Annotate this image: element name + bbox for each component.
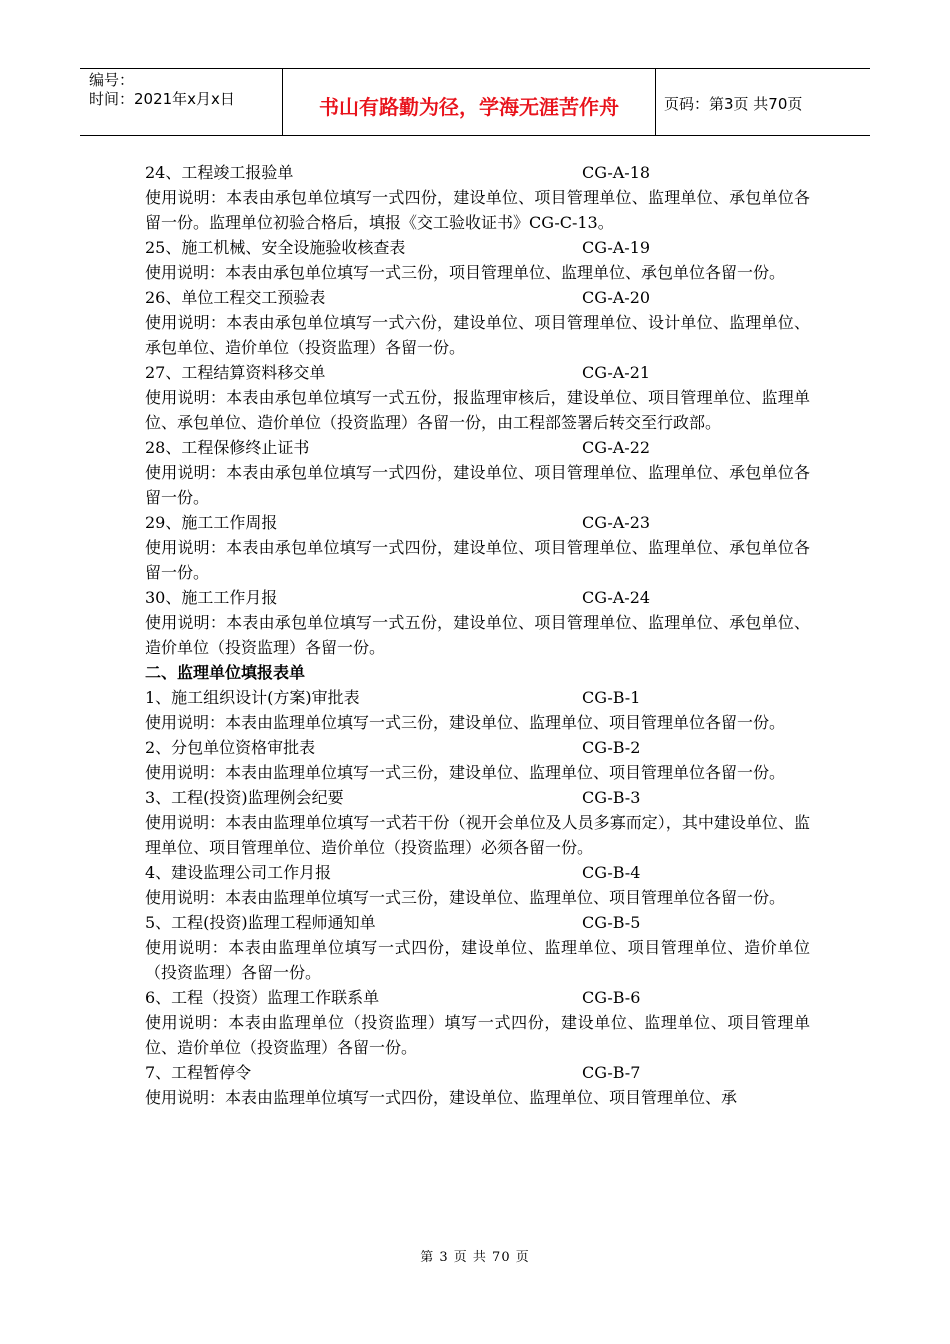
form-code: CG-B-7 <box>582 1063 641 1082</box>
form-usage-note: 使用说明：本表由监理单位填写一式若干份（视开会单位及人员多寡而定），其中建设单位、监理单位、项目管理单位、造价单位（投资监理）必须各留一份。 <box>145 813 810 857</box>
form-title: 24、工程竣工报验单 <box>145 163 294 182</box>
form-code: CG-A-18 <box>582 163 651 182</box>
form-title: 26、单位工程交工预验表 <box>145 288 326 307</box>
form-title: 6、工程（投资）监理工作联系单 <box>145 988 380 1007</box>
document-body <box>145 160 810 1110</box>
form-title: 30、施工工作月报 <box>145 588 278 607</box>
form-entry <box>145 910 810 985</box>
form-title: 5、工程(投资)监理工程师通知单 <box>145 913 376 932</box>
form-title: 2、分包单位资格审批表 <box>145 738 316 757</box>
form-code: CG-A-22 <box>582 438 651 457</box>
form-entry-title-row <box>145 910 810 935</box>
form-entry-title-row <box>145 285 810 310</box>
form-usage-note: 使用说明：本表由承包单位填写一式五份，建设单位、项目管理单位、监理单位、承包单位、造价单位（投资监理）各留一份。 <box>145 613 810 657</box>
document-date: 时间：2021年x月x日 <box>89 90 235 108</box>
form-title: 28、工程保修终止证书 <box>145 438 310 457</box>
form-entry <box>145 1060 810 1110</box>
form-code: CG-B-2 <box>582 738 641 757</box>
form-title: 4、建设监理公司工作月报 <box>145 863 332 882</box>
form-title: 1、施工组织设计(方案)审批表 <box>145 688 360 707</box>
form-entry <box>145 985 810 1060</box>
form-title: 7、工程暂停令 <box>145 1063 252 1082</box>
form-entry <box>145 235 810 285</box>
form-usage-note: 使用说明：本表由监理单位填写一式四份，建设单位、监理单位、项目管理单位、承 <box>145 1088 738 1107</box>
form-entry-title-row <box>145 435 810 460</box>
form-entry-title-row <box>145 860 810 885</box>
form-code: CG-A-20 <box>582 288 651 307</box>
form-usage-note: 使用说明：本表由监理单位填写一式三份，建设单位、监理单位、项目管理单位各留一份。 <box>145 763 786 782</box>
document-number-label: 编号： <box>89 71 135 89</box>
form-code: CG-B-1 <box>582 688 641 707</box>
form-entry <box>145 510 810 585</box>
header-page-info: 页码：第3页 共70页 <box>664 94 803 113</box>
form-title: 27、工程结算资料移交单 <box>145 363 326 382</box>
form-entry <box>145 160 810 235</box>
form-entry-title-row <box>145 685 810 710</box>
form-code: CG-A-19 <box>582 238 651 257</box>
form-usage-note: 使用说明：本表由承包单位填写一式四份，建设单位、项目管理单位、监理单位、承包单位各留一份。 <box>145 463 810 507</box>
form-entry <box>145 585 810 660</box>
form-title: 25、施工机械、安全设施验收核查表 <box>145 238 406 257</box>
form-usage-note: 使用说明：本表由监理单位（投资监理）填写一式四份，建设单位、监理单位、项目管理单位、造价单位（投资监理）各留一份。 <box>145 1013 810 1057</box>
header-meta <box>80 69 283 135</box>
form-usage-note: 使用说明：本表由承包单位填写一式四份，建设单位、项目管理单位、监理单位、承包单位各留一份。 <box>145 538 810 582</box>
contractor-forms-list <box>145 160 810 660</box>
form-usage-note: 使用说明：本表由承包单位填写一式五份，报监理审核后，建设单位、项目管理单位、监理单位、承包单位、造价单位（投资监理）各留一份，由工程部签署后转交至行政部。 <box>145 388 810 432</box>
form-entry <box>145 285 810 360</box>
form-code: CG-A-24 <box>582 588 651 607</box>
form-entry-title-row <box>145 735 810 760</box>
form-entry-title-row <box>145 160 810 185</box>
form-entry-title-row <box>145 785 810 810</box>
form-code: CG-B-3 <box>582 788 641 807</box>
form-entry-title-row <box>145 360 810 385</box>
form-entry <box>145 360 810 435</box>
form-title: 29、施工工作周报 <box>145 513 278 532</box>
form-code: CG-B-5 <box>582 913 641 932</box>
form-entry-title-row <box>145 235 810 260</box>
form-entry <box>145 785 810 860</box>
page-header <box>80 68 870 136</box>
form-usage-note: 使用说明：本表由监理单位填写一式三份，建设单位、监理单位、项目管理单位各留一份。 <box>145 888 786 907</box>
section-heading: 二、监理单位填报表单 <box>145 663 306 682</box>
form-code: CG-B-6 <box>582 988 641 1007</box>
form-usage-note: 使用说明：本表由承包单位填写一式四份，建设单位、项目管理单位、监理单位、承包单位各留一份。监理单位初验合格后，填报《交工验收证书》CG-C-13。 <box>145 188 810 232</box>
form-entry-title-row <box>145 985 810 1010</box>
header-motto: 书山有路勤为径，学海无涯苦作舟 <box>283 69 656 135</box>
form-entry <box>145 860 810 910</box>
form-usage-note: 使用说明：本表由监理单位填写一式三份，建设单位、监理单位、项目管理单位各留一份。 <box>145 713 786 732</box>
form-code: CG-B-4 <box>582 863 641 882</box>
form-entry <box>145 735 810 785</box>
form-entry-title-row <box>145 1060 810 1085</box>
form-usage-note: 使用说明：本表由承包单位填写一式六份，建设单位、项目管理单位、设计单位、监理单位、承包单位、造价单位（投资监理）各留一份。 <box>145 313 810 357</box>
form-entry-title-row <box>145 510 810 535</box>
page-footer: 第 3 页 共 70 页 <box>420 1250 530 1265</box>
form-entry <box>145 685 810 735</box>
form-usage-note: 使用说明：本表由监理单位填写一式四份，建设单位、监理单位、项目管理单位、造价单位（投资监理）各留一份。 <box>145 938 810 982</box>
form-title: 3、工程(投资)监理例会纪要 <box>145 788 344 807</box>
form-code: CG-A-21 <box>582 363 651 382</box>
supervisor-forms-list <box>145 685 810 1110</box>
form-code: CG-A-23 <box>582 513 651 532</box>
form-entry-title-row <box>145 585 810 610</box>
form-entry <box>145 435 810 510</box>
form-usage-note: 使用说明：本表由承包单位填写一式三份，项目管理单位、监理单位、承包单位各留一份。 <box>145 263 786 282</box>
